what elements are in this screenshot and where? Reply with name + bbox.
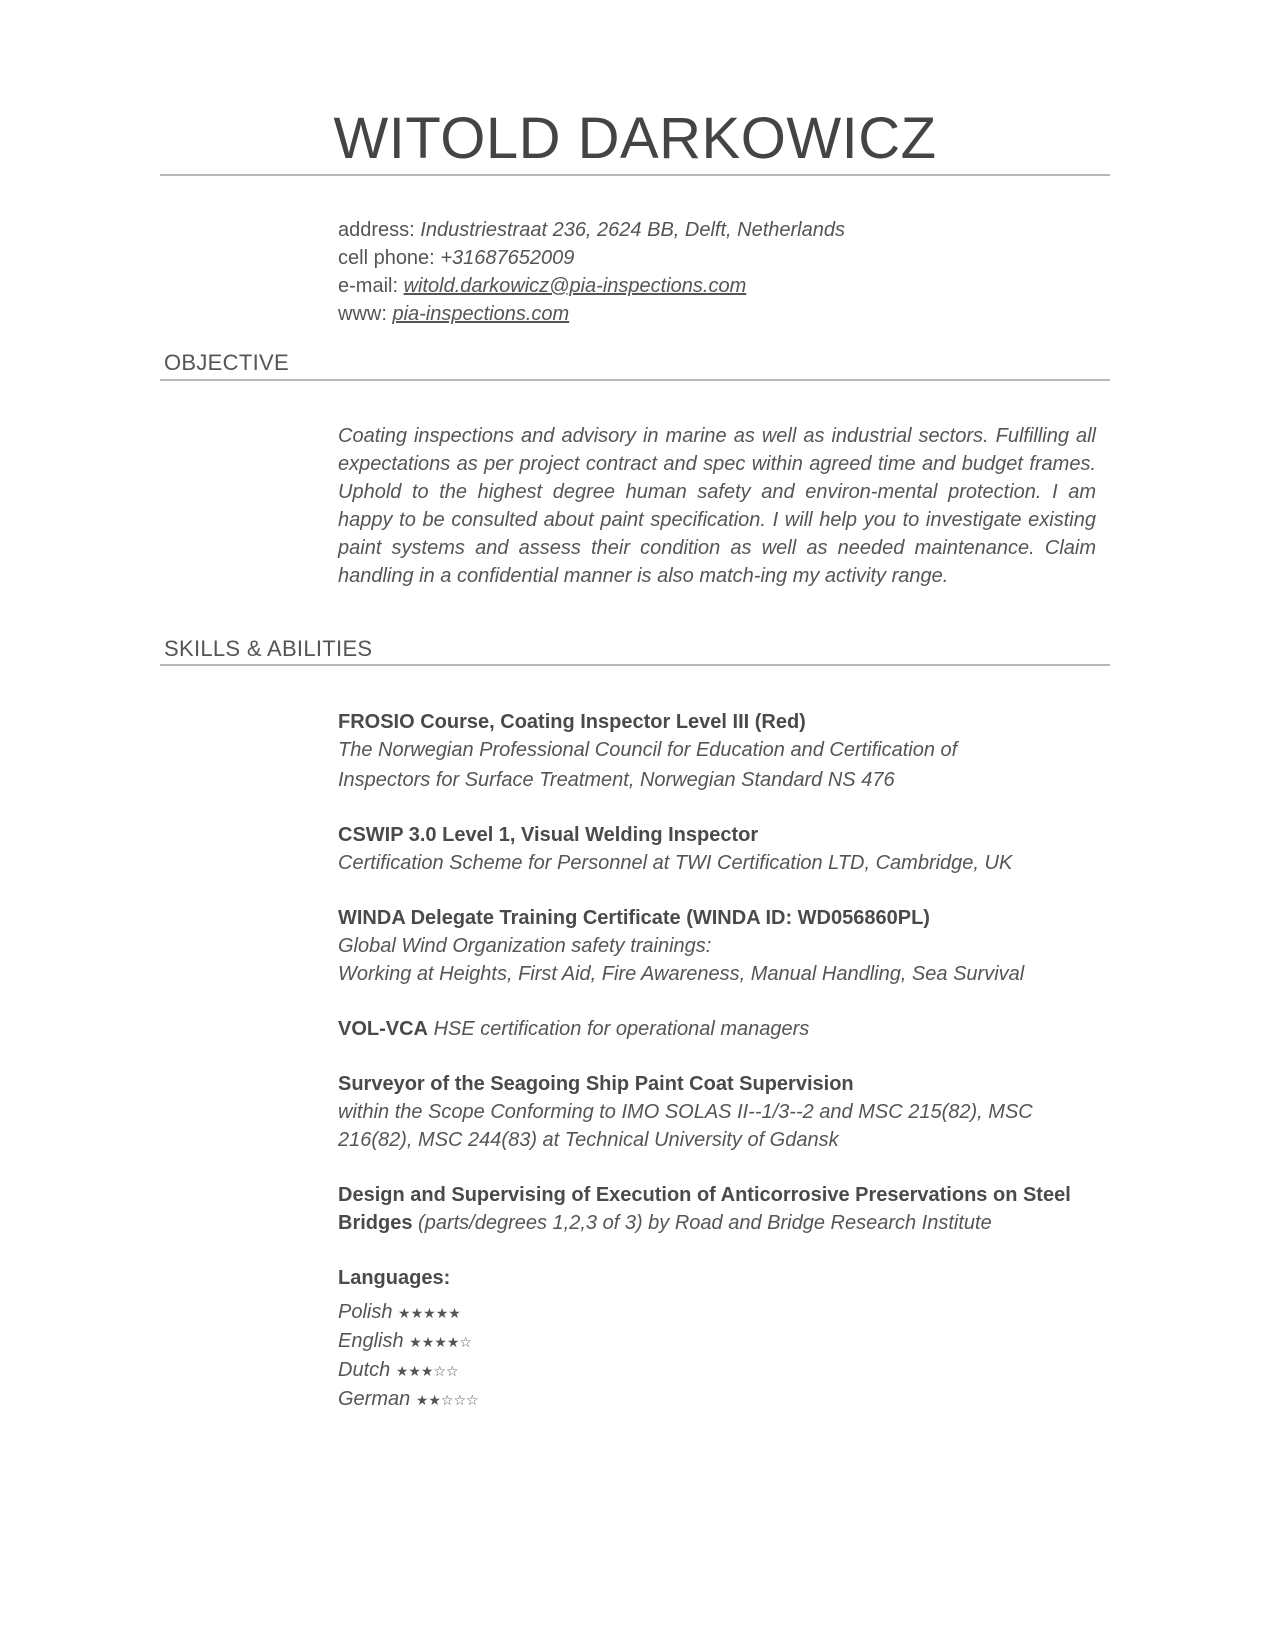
- address-line: [338, 216, 1108, 244]
- language-name: German: [338, 1388, 411, 1410]
- objective-divider: [160, 379, 1110, 381]
- skill-title: FROSIO Course, Coating Inspector Level III (Red): [338, 711, 806, 733]
- language-name: Polish: [338, 1301, 393, 1323]
- rating-stars-icon: ★★★★☆: [409, 1334, 472, 1350]
- skill-item-bridges: [338, 1181, 1108, 1237]
- skill-detail: The Norwegian Professional Council for Education and Certification of: [338, 739, 958, 761]
- header-divider: [160, 174, 1110, 176]
- skills-heading: SKILLS & ABILITIES: [164, 636, 373, 661]
- website-line: [338, 300, 1108, 328]
- objective-text: Coating inspections and advisory in marine as well as industrial sectors. Fulfilling all expectations as per project contract and spec within agreed time and budget frames. Uphold to the highest degree human safety and environ-mental protection. I am happy to be consulted about paint specification. I will help you to investigate existing paint systems and assess their condition as well as needed maintenance. Claim handling in a confidential manner is also match-ing my activity range.: [338, 425, 1096, 587]
- skill-item-surveyor: [338, 1070, 1108, 1154]
- contact-block: [338, 216, 1108, 328]
- page-title: WITOLD DARKOWICZ: [333, 106, 937, 171]
- languages-heading: Languages:: [338, 1267, 451, 1289]
- objective-heading: OBJECTIVE: [164, 350, 289, 375]
- skill-detail: 216(82), MSC 244(83) at Technical University of Gdansk: [338, 1129, 839, 1151]
- skill-detail: Global Wind Organization safety trainings:: [338, 935, 712, 957]
- rating-stars-icon: ★★★★★: [398, 1305, 461, 1321]
- language-item-german: [338, 1385, 1108, 1414]
- email-line: [338, 272, 1108, 300]
- skill-title: VOL-VCA: [338, 1018, 428, 1040]
- website-link[interactable]: pia-inspections.com: [392, 303, 570, 325]
- skill-title: CSWIP 3.0 Level 1, Visual Welding Inspector: [338, 824, 759, 846]
- skill-detail: within the Scope Conforming to IMO SOLAS II--1/3--2 and MSC 215(82), MSC: [338, 1101, 1033, 1123]
- phone-value: +31687652009: [440, 247, 575, 269]
- language-item-dutch: [338, 1356, 1108, 1385]
- skill-title-continued: Bridges: [338, 1212, 413, 1234]
- phone-label: cell phone:: [338, 247, 435, 269]
- skill-item-frosio: [338, 708, 1108, 794]
- language-name: Dutch: [338, 1359, 391, 1381]
- skill-detail: HSE certification for operational managers: [433, 1018, 810, 1040]
- address-label: address:: [338, 219, 415, 241]
- address-value: Industriestraat 236, 2624 BB, Delft, Netherlands: [420, 219, 845, 241]
- language-name: English: [338, 1330, 404, 1352]
- skills-divider: [160, 664, 1110, 666]
- languages-block: [338, 1264, 1108, 1414]
- skill-detail: (parts/degrees 1,2,3 of 3) by Road and Bridge Research Institute: [418, 1212, 992, 1234]
- email-label: e-mail:: [338, 275, 399, 297]
- skill-detail: Working at Heights, First Aid, Fire Awareness, Manual Handling, Sea Survival: [338, 963, 1025, 985]
- skill-item-cswip: [338, 821, 1108, 877]
- skills-list: [338, 708, 1108, 1414]
- language-item-polish: [338, 1298, 1108, 1327]
- phone-line: [338, 244, 1108, 272]
- skill-detail: Inspectors for Surface Treatment, Norwegian Standard NS 476: [338, 769, 895, 791]
- skill-item-vol-vca: [338, 1015, 1108, 1043]
- email-link[interactable]: witold.darkowicz@pia-inspections.com: [403, 275, 747, 297]
- skill-title: WINDA Delegate Training Certificate (WINDA ID: WD056860PL): [338, 907, 930, 929]
- website-label: www:: [338, 303, 387, 325]
- skill-detail: Certification Scheme for Personnel at TWI Certification LTD, Cambridge, UK: [338, 852, 1013, 874]
- rating-stars-icon: ★★☆☆☆: [415, 1392, 479, 1408]
- language-item-english: [338, 1327, 1108, 1356]
- rating-stars-icon: ★★★☆☆: [395, 1363, 459, 1379]
- skill-item-winda: [338, 904, 1108, 988]
- skill-title: Design and Supervising of Execution of Anticorrosive Preservations on Steel: [338, 1184, 1071, 1206]
- skill-title: Surveyor of the Seagoing Ship Paint Coat Supervision: [338, 1073, 854, 1095]
